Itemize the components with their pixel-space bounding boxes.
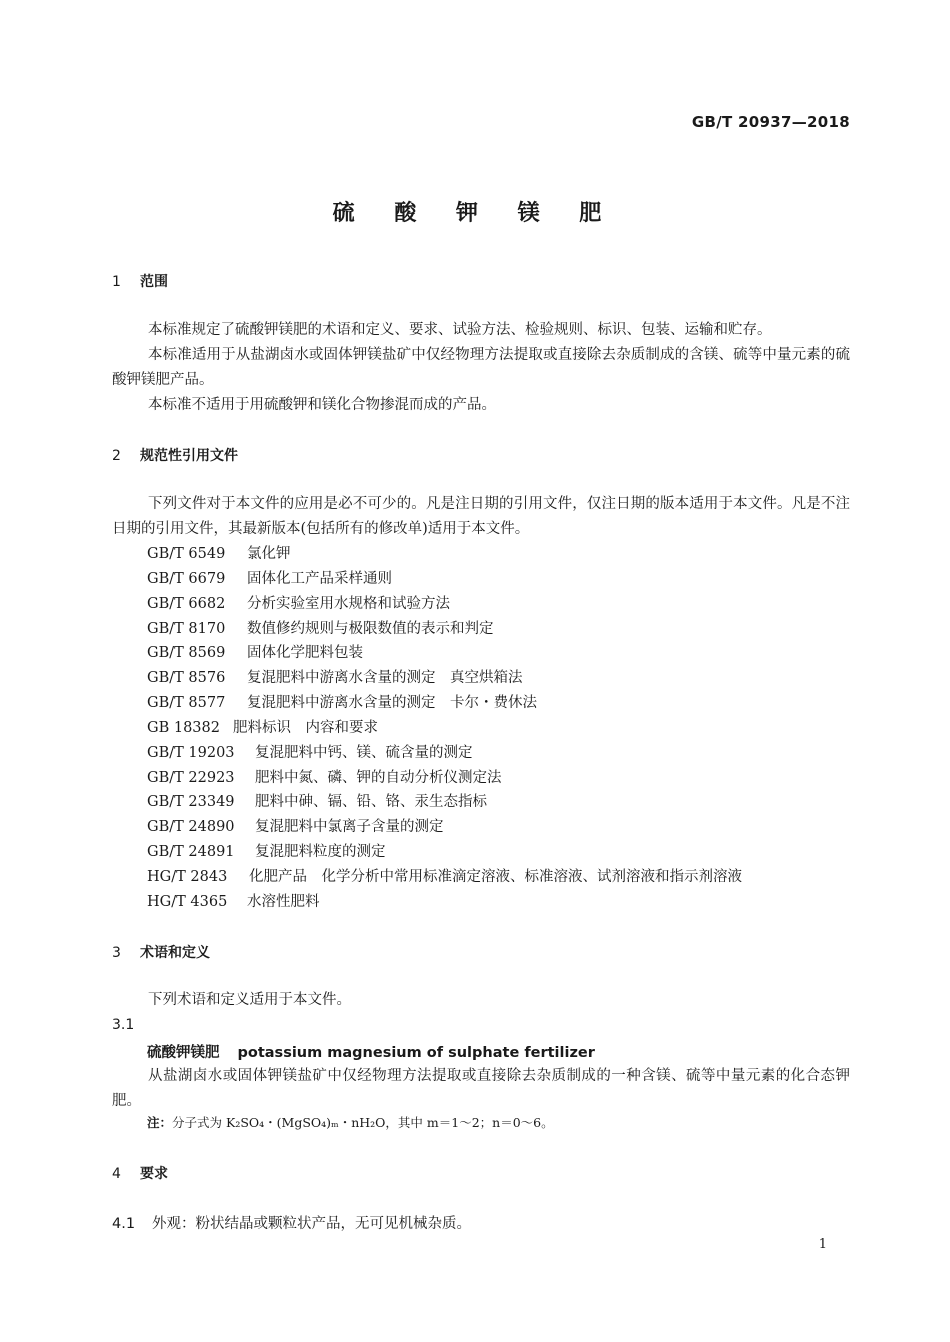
reference-list [147,542,742,915]
term-note [147,1113,554,1131]
reference-item [147,790,742,815]
clause-number: 4.1 [112,1216,136,1232]
reference-item [147,865,742,890]
reference-title: 固体化工产品采样通则 [247,570,392,587]
scope-paragraph-2: 本标准适用于从盐湖卤水或固体钾镁盐矿中仅经物理方法提取或直接除去杂质制成的含镁、硫等中量元素的硫酸钾镁肥产品。 [112,347,850,388]
section-title: 术语和定义 [140,945,210,961]
reference-title: 氯化钾 [247,546,291,562]
reference-code: HG/T 4365 [147,893,228,910]
section-title: 范围 [140,274,168,290]
section-heading-normative-references [112,445,238,465]
scope-paragraph-1: 本标准规定了硫酸钾镁肥的术语和定义、要求、试验方法、检验规则、标识、包装、运输和贮存。 [148,322,772,338]
reference-code: GB/T 24890 [147,819,235,836]
reference-code: GB/T 6549 [147,546,226,562]
reference-item [147,815,742,840]
reference-item [147,617,742,642]
section-title: 要求 [140,1166,168,1182]
note-text: 分子式为 K₂SO₄・(MgSO₄)ₘ・nH₂O，其中 m＝1～2；n＝0～6。 [172,1115,554,1130]
section-number: 4 [112,1166,121,1182]
reference-code: GB/T 8170 [147,620,226,637]
reference-item [147,890,742,915]
reference-title: 肥料中砷、镉、铅、铬、汞生态指标 [255,794,487,811]
reference-code: GB/T 22923 [147,769,235,786]
scope-paragraph-3: 本标准不适用于用硫酸钾和镁化合物掺混而成的产品。 [148,397,496,413]
reference-code: HG/T 2843 [147,868,228,885]
reference-code: GB/T 24891 [147,844,235,861]
reference-title: 肥料标识 内容和要求 [233,719,378,736]
section-heading-requirements [112,1163,168,1183]
term-name-zh: 硫酸钾镁肥 [147,1045,220,1061]
term-definition: 从盐湖卤水或固体钾镁盐矿中仅经物理方法提取或直接除去杂质制成的一种含镁、硫等中量元素的化合态钾肥。 [112,1068,850,1109]
reference-title: 复混肥料中游离水含量的测定 真空烘箱法 [247,670,523,687]
term-heading [147,1041,595,1062]
clause-text: 外观：粉状结晶或颗粒状产品，无可见机械杂质。 [152,1216,471,1232]
terms-intro: 下列术语和定义适用于本文件。 [148,992,351,1008]
reference-item [147,641,742,666]
reference-item [147,766,742,791]
reference-item [147,666,742,691]
reference-code: GB/T 6679 [147,570,226,587]
section-title: 规范性引用文件 [140,448,238,464]
page-number: 1 [818,1237,827,1252]
reference-title: 固体化学肥料包装 [247,645,363,662]
section-number: 1 [112,274,121,290]
reference-item [147,840,742,865]
reference-code: GB/T 8576 [147,670,226,687]
reference-title: 复混肥料中氯离子含量的测定 [255,819,444,836]
reference-code: GB/T 8577 [147,695,226,712]
reference-title: 分析实验室用水规格和试验方法 [247,595,450,612]
reference-code: GB/T 8569 [147,645,226,662]
section-number: 3 [112,945,121,961]
document-title: 硫 酸 钾 镁 肥 [332,201,618,226]
standard-code: GB/T 20937—2018 [691,113,850,131]
reference-code: GB/T 23349 [147,794,235,811]
term-number: 3.1 [112,1017,135,1033]
reference-item [147,567,742,592]
references-intro: 下列文件对于本文件的应用是必不可少的。凡是注日期的引用文件，仅注日期的版本适用于本文件。凡是不注日期的引用文件，其最新版本(包括所有的修改单)适用于本文件。 [112,496,850,537]
reference-title: 水溶性肥料 [247,893,320,910]
reference-item [147,691,742,716]
reference-title: 数值修约规则与极限数值的表示和判定 [247,620,494,637]
note-label: 注： [147,1115,173,1130]
reference-title: 复混肥料粒度的测定 [255,844,386,861]
reference-title: 复混肥料中钙、镁、硫含量的测定 [255,744,473,761]
term-name-en: potassium magnesium of sulphate fertilizer [237,1045,595,1061]
reference-code: GB/T 19203 [147,744,235,761]
reference-title: 肥料中氮、磷、钾的自动分析仪测定法 [255,769,502,786]
reference-title: 复混肥料中游离水含量的测定 卡尔・费休法 [247,695,537,712]
section-number: 2 [112,448,121,464]
reference-item [147,741,742,766]
reference-code: GB 18382 [147,719,220,736]
reference-code: GB/T 6682 [147,595,226,612]
reference-item [147,592,742,617]
section-heading-scope [112,271,168,291]
reference-item [147,542,742,567]
requirement-clause [112,1212,471,1233]
reference-title: 化肥产品 化学分析中常用标准滴定溶液、标准溶液、试剂溶液和指示剂溶液 [249,868,742,885]
section-heading-terms [112,942,210,962]
reference-item [147,716,742,741]
